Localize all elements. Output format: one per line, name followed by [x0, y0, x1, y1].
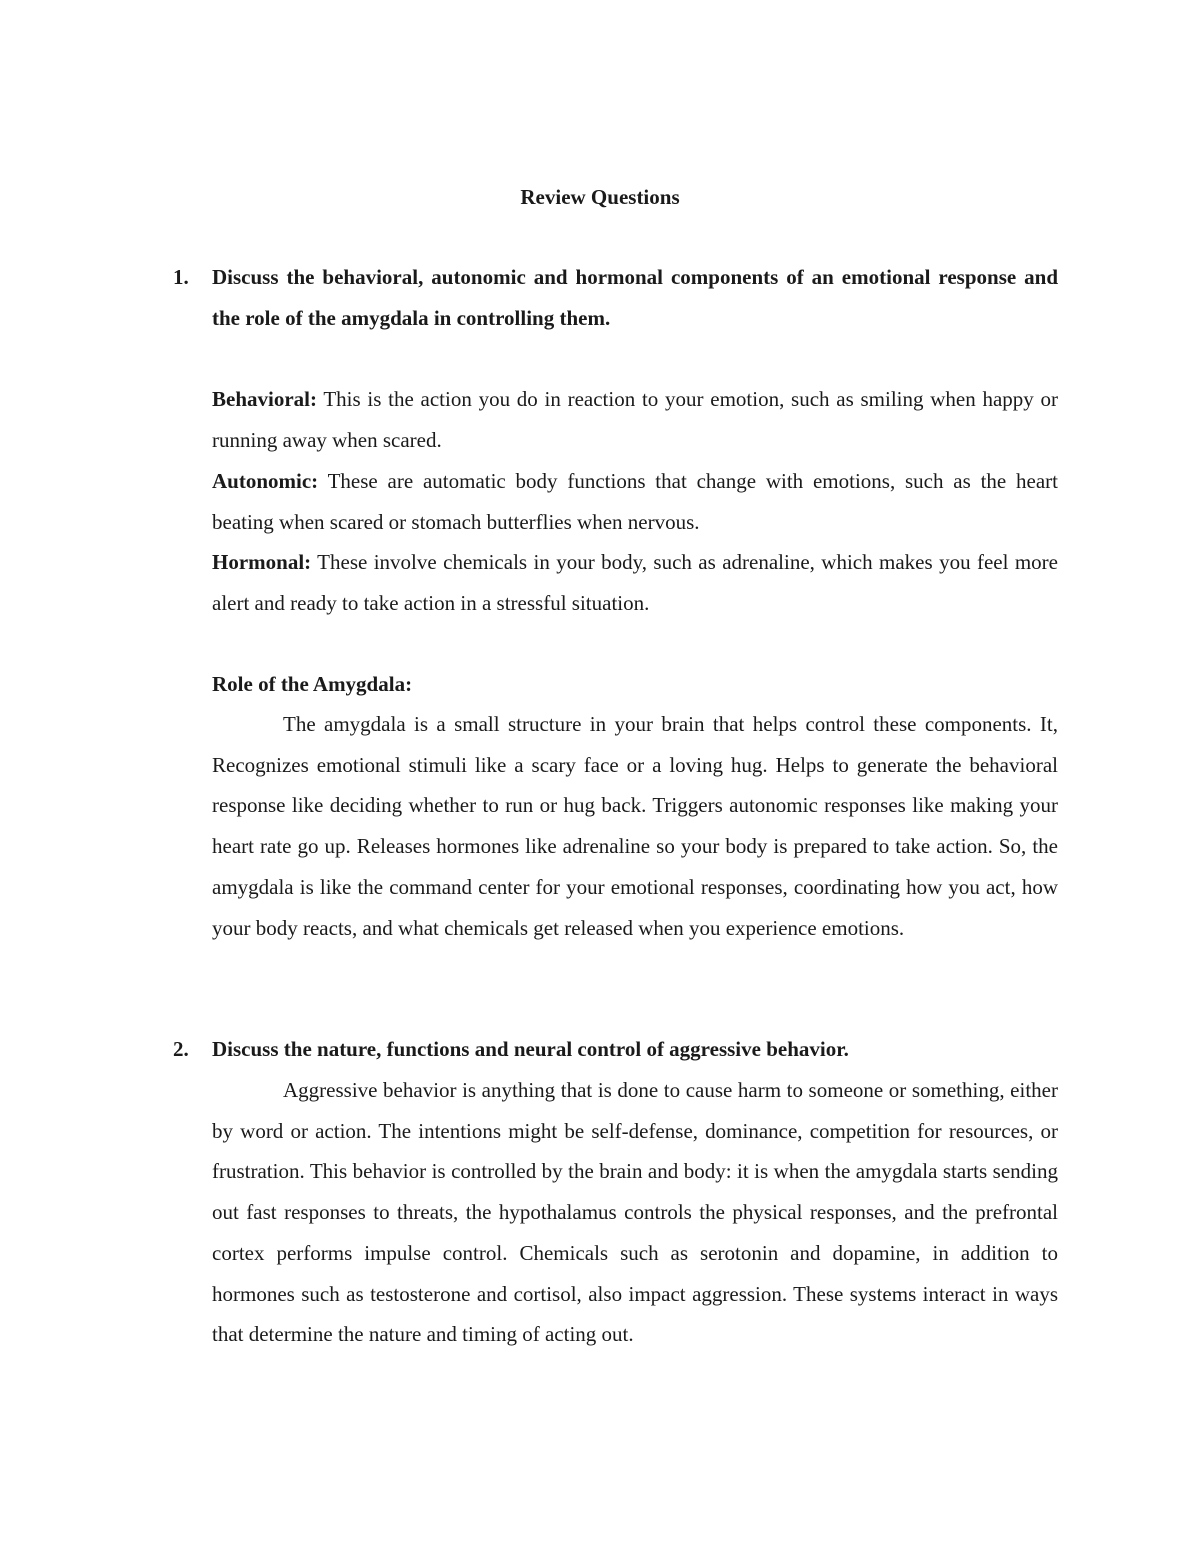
autonomic-text: These are automatic body functions that change with emotions, such as the heart beating when scared or stomach butterflies when nervous. [212, 469, 1058, 534]
question-2-number: 2. [173, 1037, 189, 1061]
hormonal-text: These involve chemicals in your body, such as adrenaline, which makes you feel more alert and ready to take action in a stressful situation. [212, 550, 1058, 615]
question-2-text: Discuss the nature, functions and neural control of aggressive behavior. [212, 1037, 849, 1061]
hormonal-label: Hormonal: [212, 550, 312, 574]
autonomic-paragraph [212, 461, 1058, 542]
behavioral-text: This is the action you do in reaction to your emotion, such as smiling when happy or running away when scared. [212, 387, 1058, 452]
behavioral-label: Behavioral: [212, 387, 317, 411]
aggression-paragraph: Aggressive behavior is anything that is done to cause harm to someone or something, either by word or action. The intentions might be self-defense, dominance, competition for resources, or frustration. This behavior is controlled by the brain and body: it is when the amygdala starts sending out fast responses to threats, the hypothalamus controls the physical responses, and the prefrontal cortex performs impulse control. Chemicals such as serotonin and dopamine, in addition to hormones such as testosterone and cortisol, also impact aggression. These systems interact in ways that determine the nature and timing of acting out. [212, 1078, 1058, 1347]
amygdala-heading: Role of the Amygdala: [212, 672, 413, 696]
question-1-text: Discuss the behavioral, autonomic and hormonal components of an emotional response and the role of the amygdala in controlling them. [212, 265, 1058, 330]
question-1-number: 1. [173, 265, 189, 289]
behavioral-paragraph [212, 379, 1058, 460]
page-title: Review Questions [520, 185, 680, 209]
autonomic-label: Autonomic: [212, 469, 319, 493]
amygdala-paragraph: The amygdala is a small structure in your brain that helps control these components. It, Recognizes emotional stimuli like a scary face or a loving hug. Helps to generate the behavioral response like deciding whether to run or hug back. Triggers autonomic responses like making your heart rate go up. Releases hormones like adrenaline so your body is prepared to take action. So, the amygdala is like the command center for your emotional responses, coordinating how you act, how your body reacts, and what chemicals get released when you experience emotions. [212, 712, 1058, 940]
hormonal-paragraph [212, 542, 1058, 623]
